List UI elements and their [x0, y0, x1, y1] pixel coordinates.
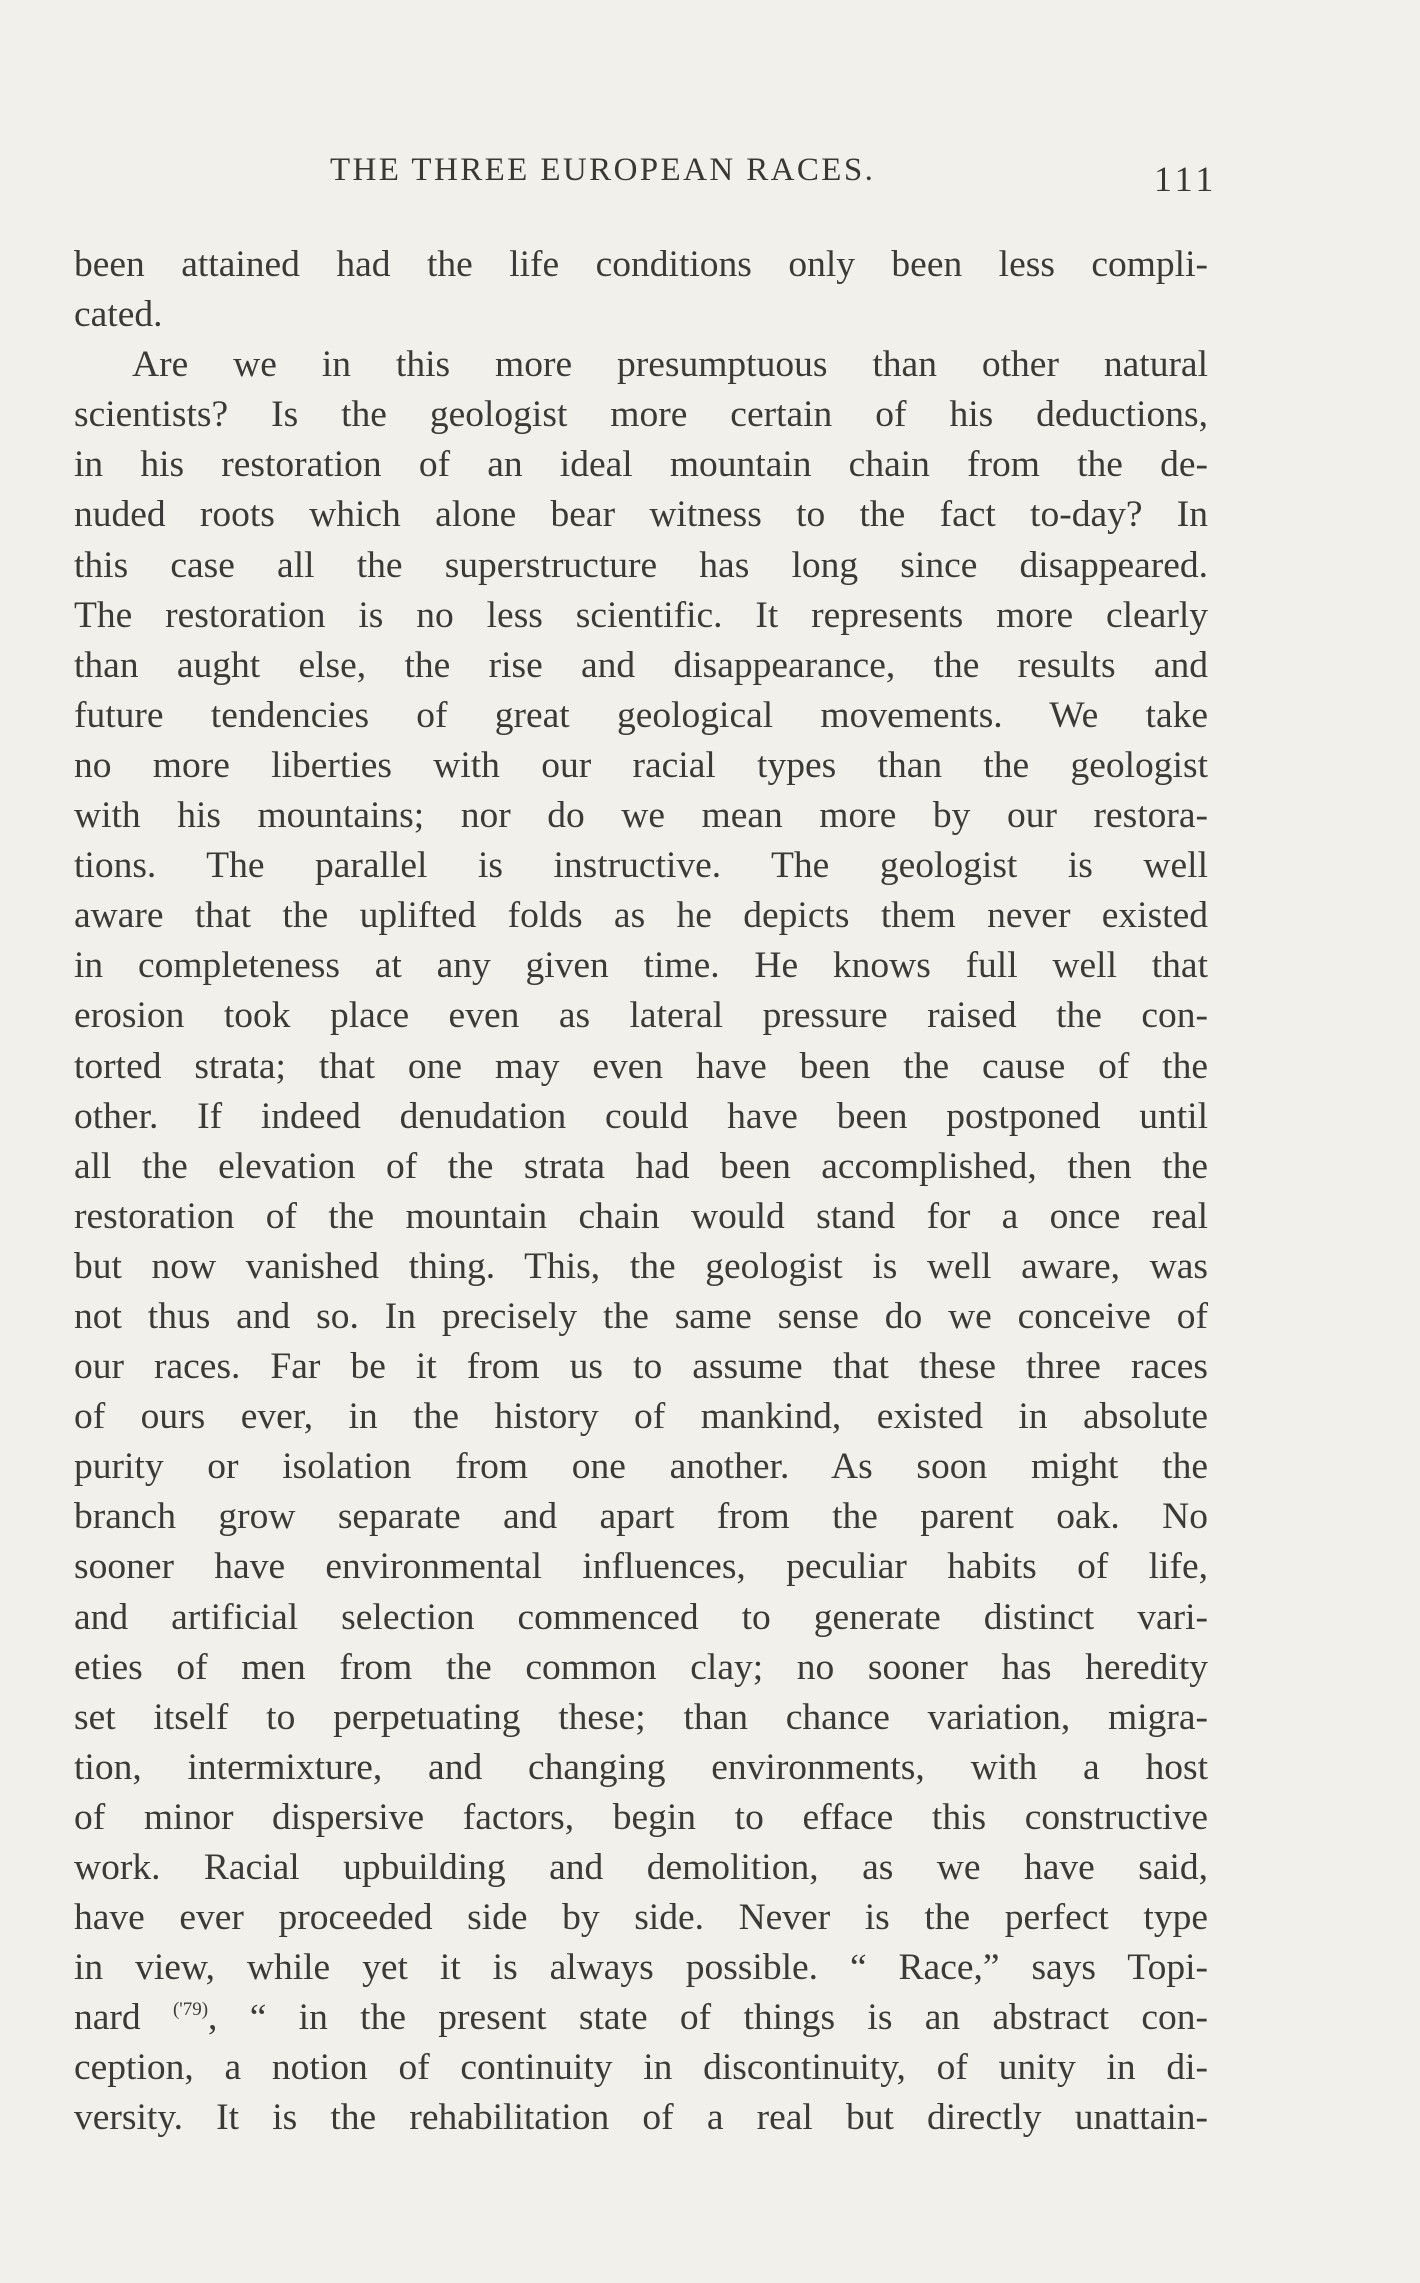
- running-title: THE THREE EUROPEAN RACES.: [330, 152, 876, 188]
- text-line: future tendencies of great geological movements. We take: [74, 694, 1208, 736]
- text-line: of minor dispersive factors, begin to efface this constructive: [74, 1796, 1208, 1838]
- text-line: not thus and so. In precisely the same sense do we conceive of: [74, 1295, 1208, 1337]
- text-line: restoration of the mountain chain would stand for a once real: [74, 1195, 1208, 1237]
- text-line: in completeness at any given time. He knows full well that: [74, 945, 1208, 987]
- text-line: with his mountains; nor do we mean more by our restora-: [74, 795, 1208, 837]
- text-line: Are we in this more presumptuous than other natural: [132, 344, 1208, 386]
- text-line: in view, while yet it is always possible. “ Race,” says Topi-: [74, 1947, 1208, 1989]
- text-line: tion, intermixture, and changing environments, with a host: [74, 1746, 1208, 1788]
- text-line: all the elevation of the strata had been accomplished, then the: [74, 1145, 1208, 1187]
- text-line: but now vanished thing. This, the geologist is well aware, was: [74, 1245, 1208, 1287]
- text-line: than aught else, the rise and disappearance, the results and: [74, 644, 1208, 686]
- text-line: sooner have environmental influences, peculiar habits of life,: [74, 1546, 1208, 1588]
- text-line: The restoration is no less scientific. It represents more clearly: [74, 594, 1208, 636]
- text-line: our races. Far be it from us to assume that these three races: [74, 1346, 1208, 1388]
- body-text: [74, 240, 1208, 2144]
- text-line: nuded roots which alone bear witness to the fact to-day? In: [74, 494, 1208, 536]
- text-line: erosion took place even as lateral pressure raised the con-: [74, 995, 1208, 1037]
- text-line: versity. It is the rehabilitation of a real but directly unattain-: [74, 2097, 1208, 2139]
- text-line: other. If indeed denudation could have been postponed until: [74, 1095, 1208, 1137]
- text-line: have ever proceeded side by side. Never is the perfect type: [74, 1897, 1208, 1939]
- text-line: torted strata; that one may even have been the cause of the: [74, 1045, 1208, 1087]
- text-line: set itself to perpetuating these; than chance variation, migra-: [74, 1696, 1208, 1738]
- text-line: tions. The parallel is instructive. The geologist is well: [74, 845, 1208, 887]
- text-line: been attained had the life conditions only been less compli-: [74, 244, 1208, 285]
- text-line: in his restoration of an ideal mountain chain from the de-: [74, 444, 1208, 486]
- text-fragment: , “ in the present state of things is an abstract con-: [208, 1997, 1208, 2039]
- text-line: cated.: [74, 294, 163, 336]
- text-line: of ours ever, in the history of mankind, existed in absolute: [74, 1396, 1208, 1438]
- text-line: this case all the superstructure has long since disappeared.: [74, 544, 1208, 586]
- text-line-with-footnote: [74, 1993, 1208, 2043]
- text-line: work. Racial upbuilding and demolition, as we have said,: [74, 1847, 1208, 1888]
- text-line: ception, a notion of continuity in discontinuity, of unity in di-: [74, 2047, 1208, 2089]
- footnote-reference[interactable]: ('79): [172, 1999, 209, 2021]
- text-line: branch grow separate and apart from the parent oak. No: [74, 1496, 1208, 1538]
- text-line: aware that the uplifted folds as he depicts them never existed: [74, 895, 1208, 937]
- page-number: 111: [1154, 159, 1218, 199]
- text-line: purity or isolation from one another. As soon might the: [74, 1446, 1208, 1488]
- text-line: scientists? Is the geologist more certain of his deductions,: [74, 394, 1208, 436]
- text-fragment: nard: [74, 1997, 173, 2039]
- text-line: no more liberties with our racial types than the geologist: [74, 744, 1208, 786]
- text-line: and artificial selection commenced to generate distinct vari-: [74, 1596, 1208, 1638]
- text-line: eties of men from the common clay; no sooner has heredity: [74, 1646, 1208, 1688]
